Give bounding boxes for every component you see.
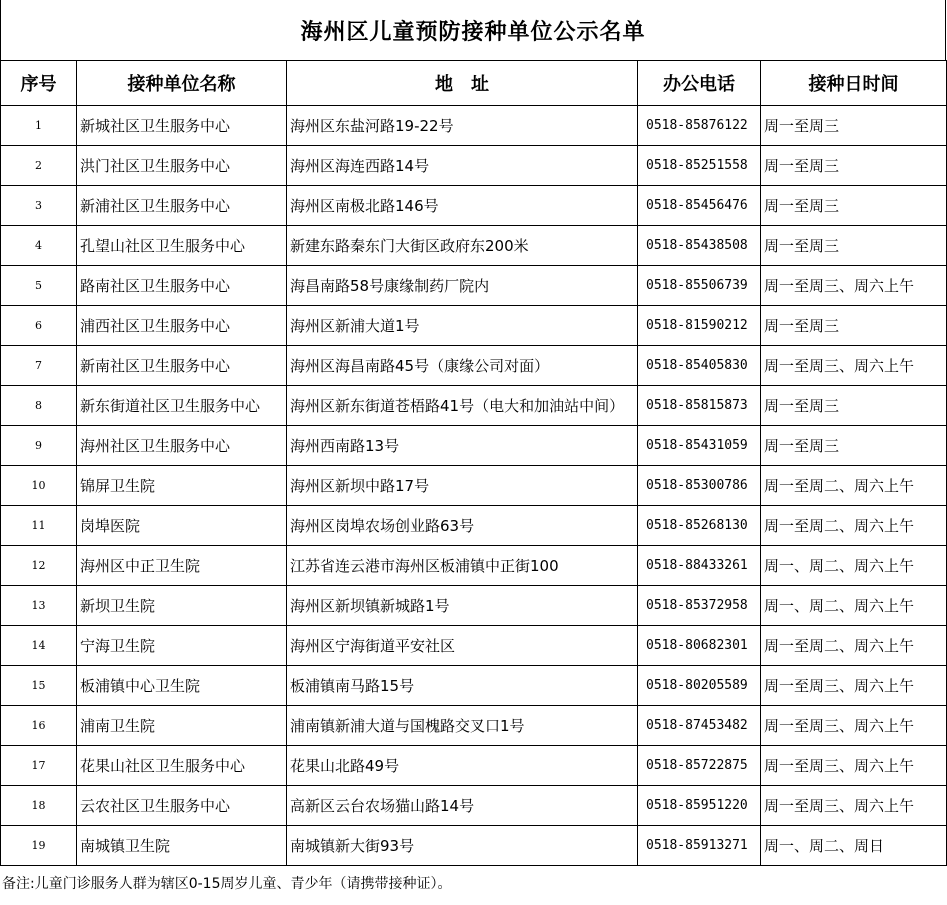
cell-unit-name: 新城社区卫生服务中心 [77,106,287,146]
table-row [1,666,947,706]
cell-schedule: 周一、周二、周日 [761,826,947,866]
cell-phone: 0518-85300786 [638,466,761,506]
cell-phone: 0518-85268130 [638,506,761,546]
cell-index: 1 [1,106,77,146]
table-row [1,706,947,746]
table-row [1,146,947,186]
cell-address: 海州区宁海街道平安社区 [287,626,638,666]
cell-schedule: 周一至周三、周六上午 [761,666,947,706]
cell-address: 海州区岗埠农场创业路63号 [287,506,638,546]
cell-unit-name: 孔望山社区卫生服务中心 [77,226,287,266]
table-row [1,746,947,786]
cell-phone: 0518-88433261 [638,546,761,586]
header-unit-name: 接种单位名称 [77,61,287,106]
table-body [1,106,947,866]
cell-unit-name: 板浦镇中心卫生院 [77,666,287,706]
cell-schedule: 周一至周三、周六上午 [761,746,947,786]
cell-unit-name: 海州社区卫生服务中心 [77,426,287,466]
cell-address: 海州区东盐河路19-22号 [287,106,638,146]
cell-phone: 0518-80205589 [638,666,761,706]
cell-phone: 0518-85251558 [638,146,761,186]
cell-index: 15 [1,666,77,706]
cell-schedule: 周一至周三、周六上午 [761,706,947,746]
cell-index: 13 [1,586,77,626]
cell-unit-name: 海州区中正卫生院 [77,546,287,586]
cell-unit-name: 新东街道社区卫生服务中心 [77,386,287,426]
cell-index: 14 [1,626,77,666]
cell-unit-name: 浦西社区卫生服务中心 [77,306,287,346]
cell-schedule: 周一至周三、周六上午 [761,346,947,386]
cell-unit-name: 浦南卫生院 [77,706,287,746]
cell-unit-name: 锦屏卫生院 [77,466,287,506]
table-row [1,626,947,666]
cell-phone: 0518-85506739 [638,266,761,306]
cell-schedule: 周一至周二、周六上午 [761,626,947,666]
cell-address: 高新区云台农场猫山路14号 [287,786,638,826]
cell-phone: 0518-87453482 [638,706,761,746]
cell-index: 8 [1,386,77,426]
cell-address: 江苏省连云港市海州区板浦镇中正街100 [287,546,638,586]
table-row [1,466,947,506]
cell-index: 3 [1,186,77,226]
cell-schedule: 周一至周三、周六上午 [761,266,947,306]
cell-phone: 0518-80682301 [638,626,761,666]
cell-address: 新建东路秦东门大街区政府东200米 [287,226,638,266]
cell-unit-name: 岗埠医院 [77,506,287,546]
cell-schedule: 周一至周三 [761,426,947,466]
cell-address: 海州区海连西路14号 [287,146,638,186]
cell-phone: 0518-85876122 [638,106,761,146]
cell-phone: 0518-81590212 [638,306,761,346]
cell-index: 18 [1,786,77,826]
cell-address: 海州区海昌南路45号（康缘公司对面） [287,346,638,386]
cell-phone: 0518-85438508 [638,226,761,266]
cell-address: 浦南镇新浦大道与国槐路交叉口1号 [287,706,638,746]
cell-index: 2 [1,146,77,186]
cell-schedule: 周一至周三 [761,146,947,186]
cell-address: 花果山北路49号 [287,746,638,786]
cell-schedule: 周一至周三 [761,186,947,226]
table-row [1,546,947,586]
cell-index: 6 [1,306,77,346]
table-row [1,186,947,226]
header-address: 地 址 [287,61,638,106]
cell-index: 11 [1,506,77,546]
cell-schedule: 周一至周三、周六上午 [761,786,947,826]
cell-schedule: 周一、周二、周六上午 [761,546,947,586]
cell-schedule: 周一至周三 [761,106,947,146]
cell-phone: 0518-85456476 [638,186,761,226]
cell-address: 海州区新坝镇新城路1号 [287,586,638,626]
cell-index: 16 [1,706,77,746]
header-schedule: 接种日时间 [761,61,947,106]
cell-index: 4 [1,226,77,266]
cell-phone: 0518-85815873 [638,386,761,426]
cell-index: 17 [1,746,77,786]
table-row [1,226,947,266]
cell-address: 海州区南极北路146号 [287,186,638,226]
cell-phone: 0518-85431059 [638,426,761,466]
cell-phone: 0518-85372958 [638,586,761,626]
cell-unit-name: 新南社区卫生服务中心 [77,346,287,386]
table-row [1,586,947,626]
cell-index: 12 [1,546,77,586]
cell-address: 海州西南路13号 [287,426,638,466]
table-row [1,266,947,306]
table-row [1,426,947,466]
cell-index: 5 [1,266,77,306]
vaccination-units-table [0,60,947,866]
cell-phone: 0518-85913271 [638,826,761,866]
cell-schedule: 周一至周三 [761,386,947,426]
table-row [1,506,947,546]
cell-schedule: 周一至周三 [761,226,947,266]
cell-schedule: 周一至周三 [761,306,947,346]
cell-unit-name: 南城镇卫生院 [77,826,287,866]
header-index: 序号 [1,61,77,106]
cell-phone: 0518-85951220 [638,786,761,826]
cell-unit-name: 洪门社区卫生服务中心 [77,146,287,186]
cell-unit-name: 花果山社区卫生服务中心 [77,746,287,786]
page-title: 海州区儿童预防接种单位公示名单 [0,0,946,60]
cell-index: 7 [1,346,77,386]
table-row [1,826,947,866]
cell-address: 海昌南路58号康缘制药厂院内 [287,266,638,306]
cell-phone: 0518-85722875 [638,746,761,786]
cell-unit-name: 路南社区卫生服务中心 [77,266,287,306]
cell-schedule: 周一至周二、周六上午 [761,506,947,546]
header-phone: 办公电话 [638,61,761,106]
cell-unit-name: 新浦社区卫生服务中心 [77,186,287,226]
cell-address: 板浦镇南马路15号 [287,666,638,706]
cell-address: 海州区新坝中路17号 [287,466,638,506]
cell-unit-name: 云农社区卫生服务中心 [77,786,287,826]
cell-schedule: 周一至周二、周六上午 [761,466,947,506]
cell-index: 10 [1,466,77,506]
cell-address: 南城镇新大街93号 [287,826,638,866]
cell-index: 9 [1,426,77,466]
table-row [1,346,947,386]
cell-schedule: 周一、周二、周六上午 [761,586,947,626]
cell-address: 海州区新东街道苍梧路41号（电大和加油站中间） [287,386,638,426]
cell-unit-name: 宁海卫生院 [77,626,287,666]
cell-address: 海州区新浦大道1号 [287,306,638,346]
cell-index: 19 [1,826,77,866]
cell-phone: 0518-85405830 [638,346,761,386]
table-row [1,386,947,426]
table-header-row [1,61,947,106]
footnote: 备注:儿童门诊服务人群为辖区0-15周岁儿童、青少年（请携带接种证）。 [2,876,452,892]
cell-unit-name: 新坝卫生院 [77,586,287,626]
table-row [1,786,947,826]
table-row [1,106,947,146]
table-row [1,306,947,346]
